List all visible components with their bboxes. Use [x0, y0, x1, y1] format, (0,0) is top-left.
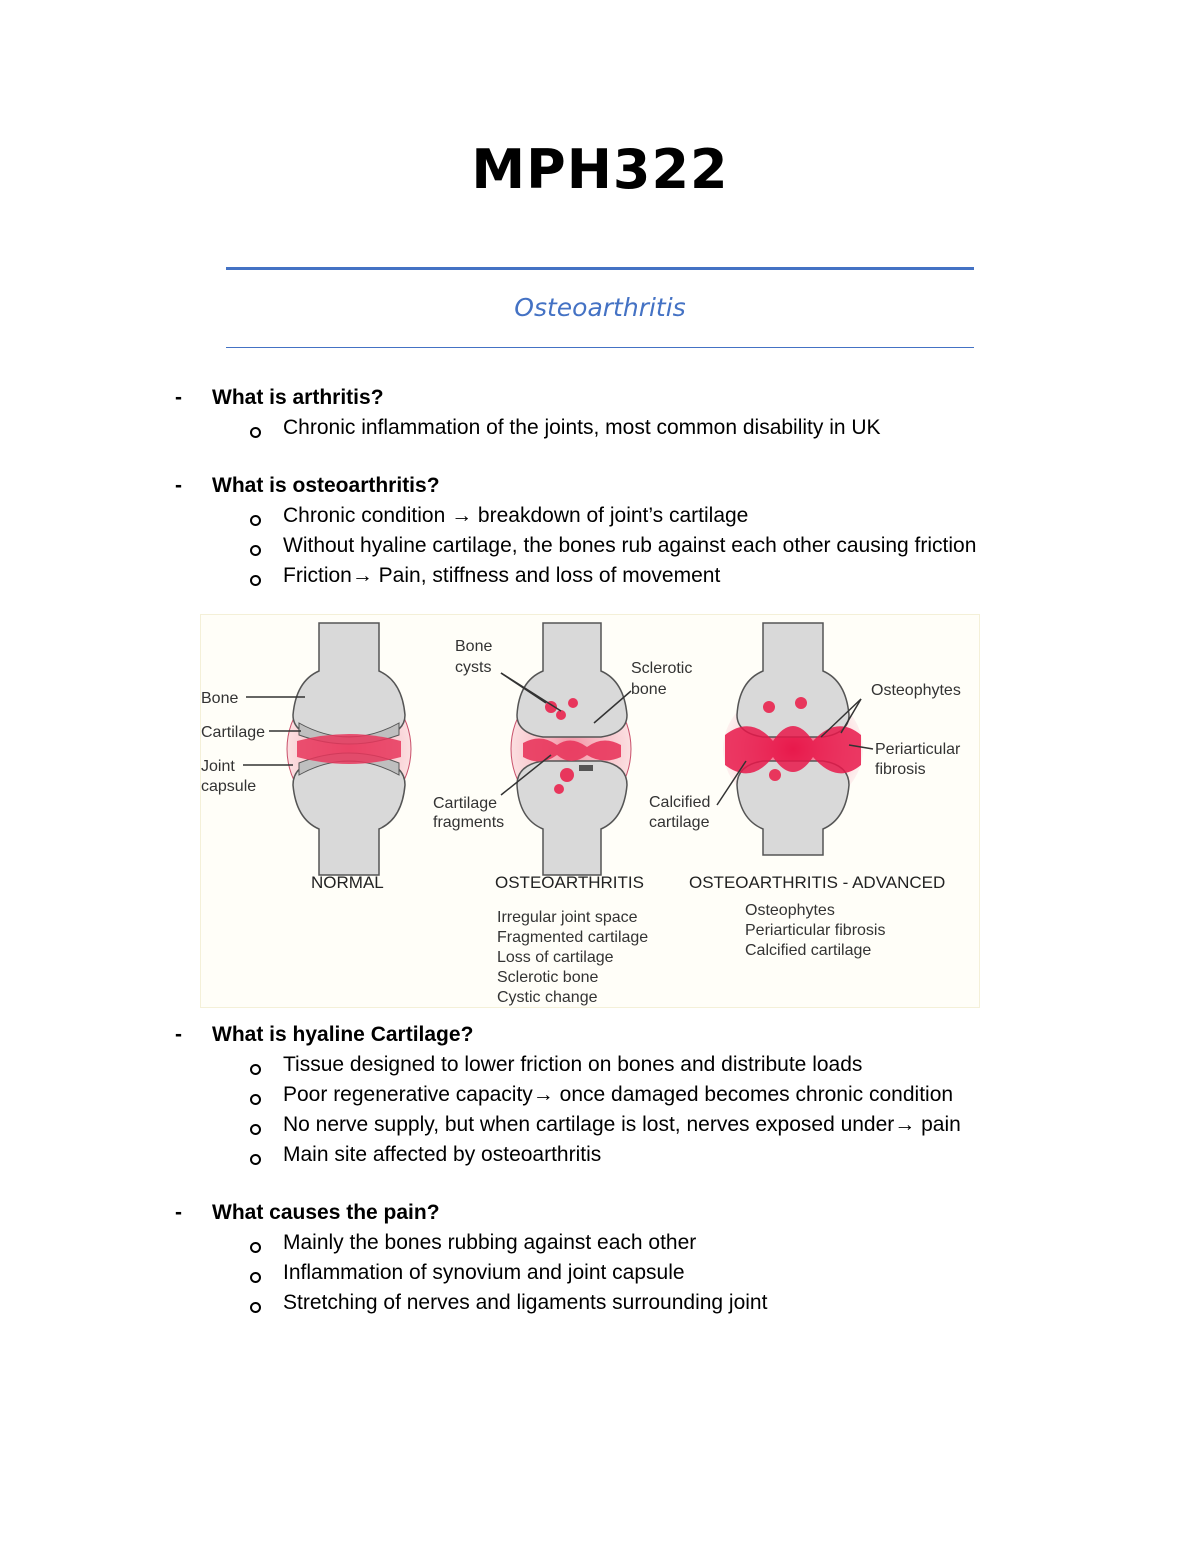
circle-bullet-icon: [250, 575, 261, 586]
qa-section-arthritis: [170, 386, 1050, 446]
bullet-text: Chronic inflammation of the joints, most common disability in UK: [283, 416, 881, 439]
title-rule-bottom: [226, 347, 974, 348]
oa-joint-illustration: [501, 623, 631, 875]
circle-bullet-icon: [250, 545, 261, 556]
question-text: What is hyaline Cartilage?: [212, 1023, 474, 1046]
circle-bullet-icon: [250, 1302, 261, 1313]
normal-joint-illustration: [243, 623, 411, 875]
qa-section-pain-causes: [170, 1201, 1050, 1321]
bullet-item: [170, 534, 1050, 564]
label-periarticular-2: fibrosis: [875, 761, 926, 778]
question-text: What is osteoarthritis?: [212, 474, 440, 497]
bullet-item: [170, 1083, 1050, 1113]
label-fragments-2: fragments: [433, 814, 505, 831]
circle-bullet-icon: [250, 1094, 261, 1105]
oa-feature: Sclerotic bone: [497, 969, 599, 986]
bullet-text: Inflammation of synovium and joint capsule: [283, 1261, 685, 1284]
circle-bullet-icon: [250, 1242, 261, 1253]
bullet-item: [170, 504, 1050, 534]
oa-feature: Fragmented cartilage: [497, 929, 649, 946]
label-sclerotic-1: Sclerotic: [631, 660, 693, 677]
bullet-item: [170, 1113, 1050, 1143]
page-title: MPH322: [471, 138, 729, 201]
qa-section-osteoarthritis: [170, 474, 1050, 594]
oa-feature: Cystic change: [497, 989, 598, 1006]
advanced-feature: Periarticular fibrosis: [745, 922, 886, 939]
label-osteophytes: Osteophytes: [871, 682, 961, 699]
bullet-text: Mainly the bones rubbing against each other: [283, 1231, 697, 1254]
qa-section-hyaline-cartilage: [170, 1023, 1050, 1173]
bullet-item: [170, 1231, 1050, 1261]
bullet-item: [170, 1143, 1050, 1173]
bullet-item: [170, 1053, 1050, 1083]
question-text: What is arthritis?: [212, 386, 384, 409]
circle-bullet-icon: [250, 427, 261, 438]
label-calcified-1: Calcified: [649, 794, 711, 811]
bullet-item: [170, 1291, 1050, 1321]
bullet-text: Friction→ Pain, stiffness and loss of movement: [283, 564, 721, 587]
label-cartilage: Cartilage: [201, 724, 266, 741]
title-rule-top: [226, 267, 974, 270]
label-calcified-2: cartilage: [649, 814, 710, 831]
label-bone: Bone: [201, 690, 239, 707]
circle-bullet-icon: [250, 1154, 261, 1165]
caption-osteoarthritis: OSTEOARTHRITIS: [495, 873, 644, 892]
circle-bullet-icon: [250, 1064, 261, 1075]
label-sclerotic-2: bone: [631, 681, 667, 698]
circle-bullet-icon: [250, 1272, 261, 1283]
advanced-oa-joint-illustration: [717, 623, 873, 855]
question-item: - What is hyaline Cartilage?: [175, 1023, 474, 1046]
bullet-text: Without hyaline cartilage, the bones rub against each other causing friction: [283, 534, 977, 557]
bullet-text: Stretching of nerves and ligaments surrounding joint: [283, 1291, 768, 1314]
section-subtitle: Osteoarthritis: [514, 293, 686, 322]
bullet-item: [170, 416, 1050, 446]
caption-normal: NORMAL: [311, 873, 384, 892]
caption-osteoarthritis-advanced: OSTEOARTHRITIS - ADVANCED: [689, 873, 946, 892]
oa-feature: Irregular joint space: [497, 909, 638, 926]
advanced-feature: Calcified cartilage: [745, 942, 872, 959]
bullet-text: Tissue designed to lower friction on bones and distribute loads: [283, 1053, 863, 1076]
label-joint-capsule-2: capsule: [201, 778, 257, 795]
label-periarticular-1: Periarticular: [875, 741, 961, 758]
circle-bullet-icon: [250, 1124, 261, 1135]
bullet-item: [170, 564, 1050, 594]
joint-diagram-figure: [200, 614, 980, 1008]
oa-feature: Loss of cartilage: [497, 949, 614, 966]
label-bone-cysts-1: Bone: [455, 638, 493, 655]
advanced-feature: Osteophytes: [745, 902, 835, 919]
bullet-text: Poor regenerative capacity→ once damaged becomes chronic condition: [283, 1083, 954, 1106]
question-text: What causes the pain?: [212, 1201, 440, 1224]
label-joint-capsule-1: Joint: [201, 758, 235, 775]
circle-bullet-icon: [250, 515, 261, 526]
question-item: - What causes the pain?: [175, 1201, 440, 1224]
bullet-item: [170, 1261, 1050, 1291]
label-bone-cysts-2: cysts: [455, 659, 492, 676]
bullet-text: No nerve supply, but when cartilage is lost, nerves exposed under→ pain: [283, 1113, 961, 1136]
bullet-text: Main site affected by osteoarthritis: [283, 1143, 602, 1166]
label-fragments-1: Cartilage: [433, 795, 498, 812]
question-item: - What is arthritis?: [175, 386, 384, 409]
bullet-text: Chronic condition → breakdown of joint’s cartilage: [283, 504, 749, 527]
question-item: - What is osteoarthritis?: [175, 474, 440, 497]
